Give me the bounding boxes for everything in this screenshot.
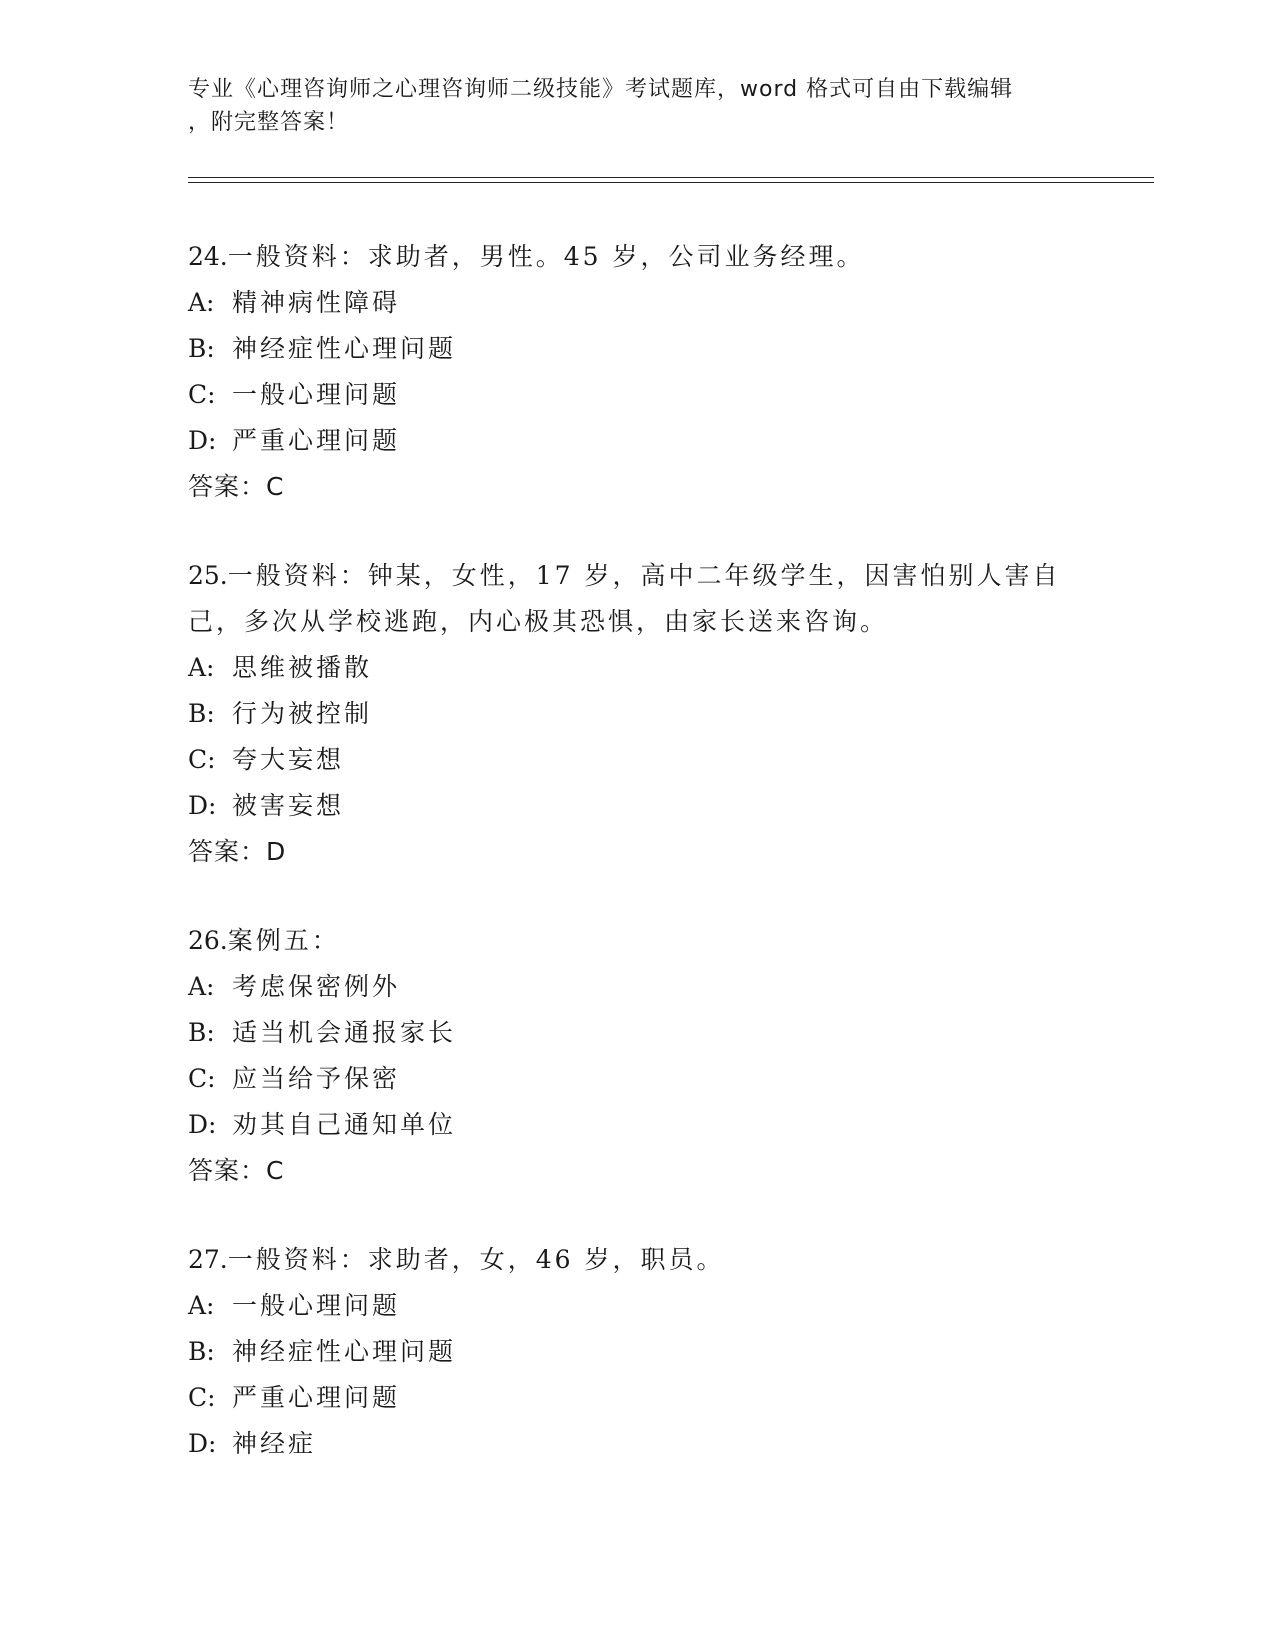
question-number: 25.: [188, 561, 228, 590]
question-26: [188, 918, 1088, 1194]
question-text: 案例五：: [227, 926, 340, 955]
question-24: [188, 234, 1088, 510]
question-number: 27.: [188, 1245, 228, 1274]
header-divider-top: [188, 177, 1154, 178]
option-a: [188, 964, 1088, 1010]
header-line-2: ，附完整答案！: [188, 110, 350, 135]
option-text: 夸大妄想: [232, 745, 345, 774]
option-key: D:: [188, 1429, 217, 1458]
option-key: C:: [188, 380, 216, 409]
answer-label: 答案：: [188, 1156, 267, 1185]
option-a: [188, 1283, 1088, 1329]
option-d: [188, 783, 1088, 829]
option-c: [188, 1056, 1088, 1102]
option-a: [188, 280, 1088, 326]
option-key: C:: [188, 745, 216, 774]
question-number: 24.: [188, 242, 228, 271]
question-25: [188, 553, 1088, 875]
option-key: B:: [188, 1018, 215, 1047]
question-stem: [188, 918, 1088, 964]
option-text: 劝其自己通知单位: [232, 1110, 457, 1139]
option-c: [188, 372, 1088, 418]
option-key: A:: [188, 653, 215, 682]
option-c: [188, 1375, 1088, 1421]
option-b: [188, 326, 1088, 372]
question-text: 一般资料：求助者，女，46 岁，职员。: [227, 1245, 725, 1274]
answer-value: D: [266, 837, 287, 866]
header-line-1: 专业《心理咨询师之心理咨询师二级技能》考试题库，word 格式可自由下载编辑: [188, 77, 1014, 102]
question-stem: [188, 234, 1088, 280]
header-divider-bottom: [188, 182, 1154, 183]
option-text: 神经症性心理问题: [232, 334, 457, 363]
option-d: [188, 418, 1088, 464]
option-b: [188, 1329, 1088, 1375]
option-text: 一般心理问题: [232, 380, 401, 409]
option-b: [188, 691, 1088, 737]
option-text: 考虑保密例外: [232, 972, 401, 1001]
question-text: 己，多次从学校逃跑，内心极其恐惧，由家长送来咨询。: [188, 607, 889, 636]
answer-value: C: [266, 1156, 285, 1185]
question-stem: [188, 1237, 1088, 1283]
option-key: D:: [188, 1110, 217, 1139]
option-d: [188, 1421, 1088, 1467]
option-text: 神经症: [232, 1429, 317, 1458]
question-list: [188, 234, 1088, 1510]
answer-line: [188, 464, 1088, 510]
option-key: C:: [188, 1383, 216, 1412]
answer-label: 答案：: [188, 472, 267, 501]
question-text: 一般资料：求助者，男性。45 岁，公司业务经理。: [227, 242, 865, 271]
document-header: [188, 73, 1088, 139]
option-c: [188, 737, 1088, 783]
question-text: 一般资料：钟某，女性，17 岁，高中二年级学生，因害怕别人害自: [227, 561, 1061, 590]
option-key: C:: [188, 1064, 216, 1093]
option-key: B:: [188, 1337, 215, 1366]
answer-label: 答案：: [188, 837, 267, 866]
option-key: A:: [188, 972, 215, 1001]
option-text: 思维被播散: [232, 653, 373, 682]
option-text: 行为被控制: [232, 699, 373, 728]
question-stem-continued: [188, 599, 1088, 645]
option-text: 严重心理问题: [232, 426, 401, 455]
option-key: A:: [188, 1291, 215, 1320]
option-key: B:: [188, 699, 215, 728]
option-d: [188, 1102, 1088, 1148]
answer-line: [188, 1148, 1088, 1194]
question-27: [188, 1237, 1088, 1467]
option-a: [188, 645, 1088, 691]
option-text: 精神病性障碍: [232, 288, 401, 317]
answer-line: [188, 829, 1088, 875]
option-key: D:: [188, 791, 217, 820]
option-key: D:: [188, 426, 217, 455]
option-text: 应当给予保密: [232, 1064, 401, 1093]
question-number: 26.: [188, 926, 228, 955]
answer-value: C: [266, 472, 285, 501]
question-stem: [188, 553, 1088, 599]
option-text: 严重心理问题: [232, 1383, 401, 1412]
option-text: 适当机会通报家长: [232, 1018, 457, 1047]
option-b: [188, 1010, 1088, 1056]
option-text: 神经症性心理问题: [232, 1337, 457, 1366]
option-text: 一般心理问题: [232, 1291, 401, 1320]
option-text: 被害妄想: [232, 791, 345, 820]
option-key: B:: [188, 334, 215, 363]
option-key: A:: [188, 288, 215, 317]
